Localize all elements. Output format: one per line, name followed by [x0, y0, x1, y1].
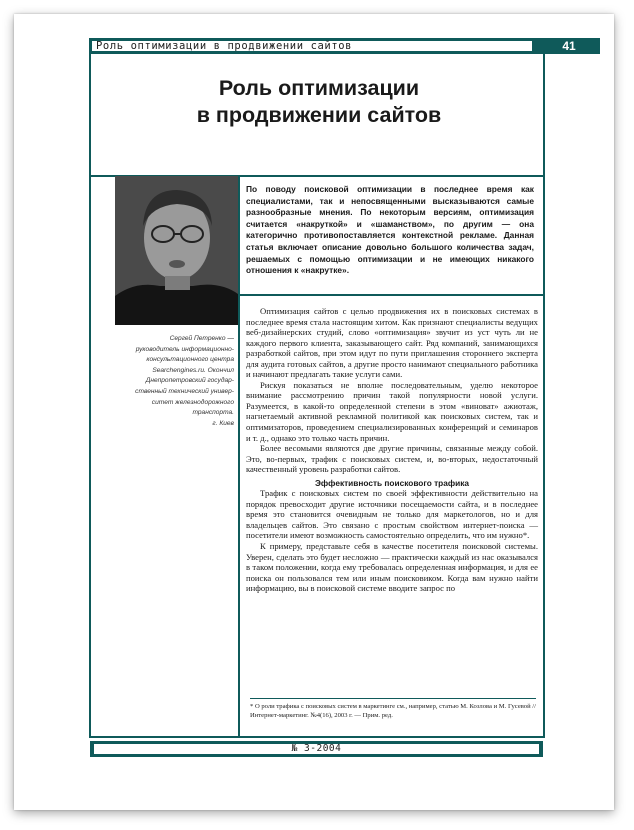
- caption-line: г. Киев: [212, 419, 234, 427]
- footnote-rule: [250, 698, 536, 699]
- caption-line: руководитель информационно-: [135, 345, 234, 353]
- footnote: * О роли трафика с поисковых систем в маркетинге см., например, статью М. Козлова и М. Гусевой // Интернет-маркетинг. №4(16), 2003 г. — Прим. ред.: [250, 703, 536, 719]
- caption-line: транспорта.: [192, 409, 234, 417]
- header-bar: [89, 38, 600, 54]
- page-number: 41: [562, 39, 576, 53]
- frame-right: [543, 54, 545, 738]
- section-subheading: Эффективность поискового трафика: [315, 477, 469, 488]
- frame-column-divider: [238, 177, 240, 738]
- running-title: Роль оптимизации в продвижении сайтов: [92, 41, 532, 51]
- author-caption: [106, 334, 234, 429]
- caption-line: Днепропетровский государ-: [145, 377, 234, 385]
- body-paragraph: Трафик с поисковых систем по своей эффективности действительно на порядок превосходит другие источники посещаемости сайта, и в последнее время это становится очевидным не только для маркетологов, но и для владельцев сайтов. Это связано с простым свойством интернет-поиска — посетители имеют возможность самостоятельно определить, что им нужно*.: [246, 488, 538, 541]
- body-paragraph: Рискуя показаться не вполне последовательным, уделю некоторое внимание рассмотрению причин такой популярности новой услуги. Разумеется, в какой-то определенной степени в этом «виноват» ажиотаж, нагнетаемый активной рекламной политикой как поисковых систем, так и оптимизаторов, проведением специализированных конференций и семинаров и т. д., однако это только часть причин.: [246, 379, 538, 443]
- author-photo: [115, 176, 238, 325]
- article-title: [90, 75, 548, 129]
- body-paragraph: Оптимизация сайтов с целью продвижения их в поисковых системах в последнее время стала настоящим хитом. Как признают специалисты ведущих веб-дизайнерских студий, слово «оптимизация» звучит из уст чуть ли не каждого первого клиента, заказывающего сайт. Ряд компаний, занимающихся разработкой сайтов, при этом идут по пути приглашения стороннего эксперта для аудита готовых сайтов, а другие просто нанимают специального работника и начинают предлагать такие услуги сами.: [246, 306, 538, 380]
- issue-number: № 3-2004: [94, 744, 539, 754]
- title-line-1: Роль оптимизации: [218, 76, 420, 100]
- title-line-2: в продвижении сайтов: [196, 103, 442, 127]
- caption-line: консультационного центра: [146, 356, 234, 364]
- caption-line: Searchengines.ru. Окончил: [152, 366, 234, 374]
- body-paragraph: К примеру, представьте себя в качестве посетителя поисковой системы. Уверен, сделать это будет несложно — практически каждый из нас оказывался в таком положении, когда ему требовалась определенная информация, и для ее поиска он пользовался тем или иным поисковиком. Когда вам нужно найти информацию, вы в поисковой системе вводите запрос по: [246, 540, 538, 594]
- portrait-illustration: [115, 176, 238, 325]
- caption-line: ситет железнодорожного: [151, 398, 234, 406]
- frame-bottom: [89, 736, 545, 738]
- body-paragraph: Более весомыми являются две другие причины, связанные между собой. Это, во-первых, трафик с поисковых систем, и, во-вторых, недостаточный качественный уровень разработки сайтов.: [246, 443, 538, 475]
- article-lead: По поводу поисковой оптимизации в последнее время как специалистами, так и непосвященными высказываются самые разнообразные мнения. По некоторым версиям, оптимизация считается «накруткой» и «шаманством», по другим — она категорично противопоставляется контекстной рекламе. Данная статья включает описание довольно большого количества задач, решаемых с помощью оптимизации и не имеющих никакого отношения к «накрутке».: [246, 184, 534, 276]
- article-body: [246, 306, 538, 594]
- caption-line: ственный технический универ-: [135, 387, 234, 395]
- footer-bar: [90, 741, 543, 757]
- caption-line: Сергей Петренко —: [169, 335, 234, 342]
- frame-lead-bottom: [238, 294, 545, 296]
- frame-left: [89, 54, 91, 738]
